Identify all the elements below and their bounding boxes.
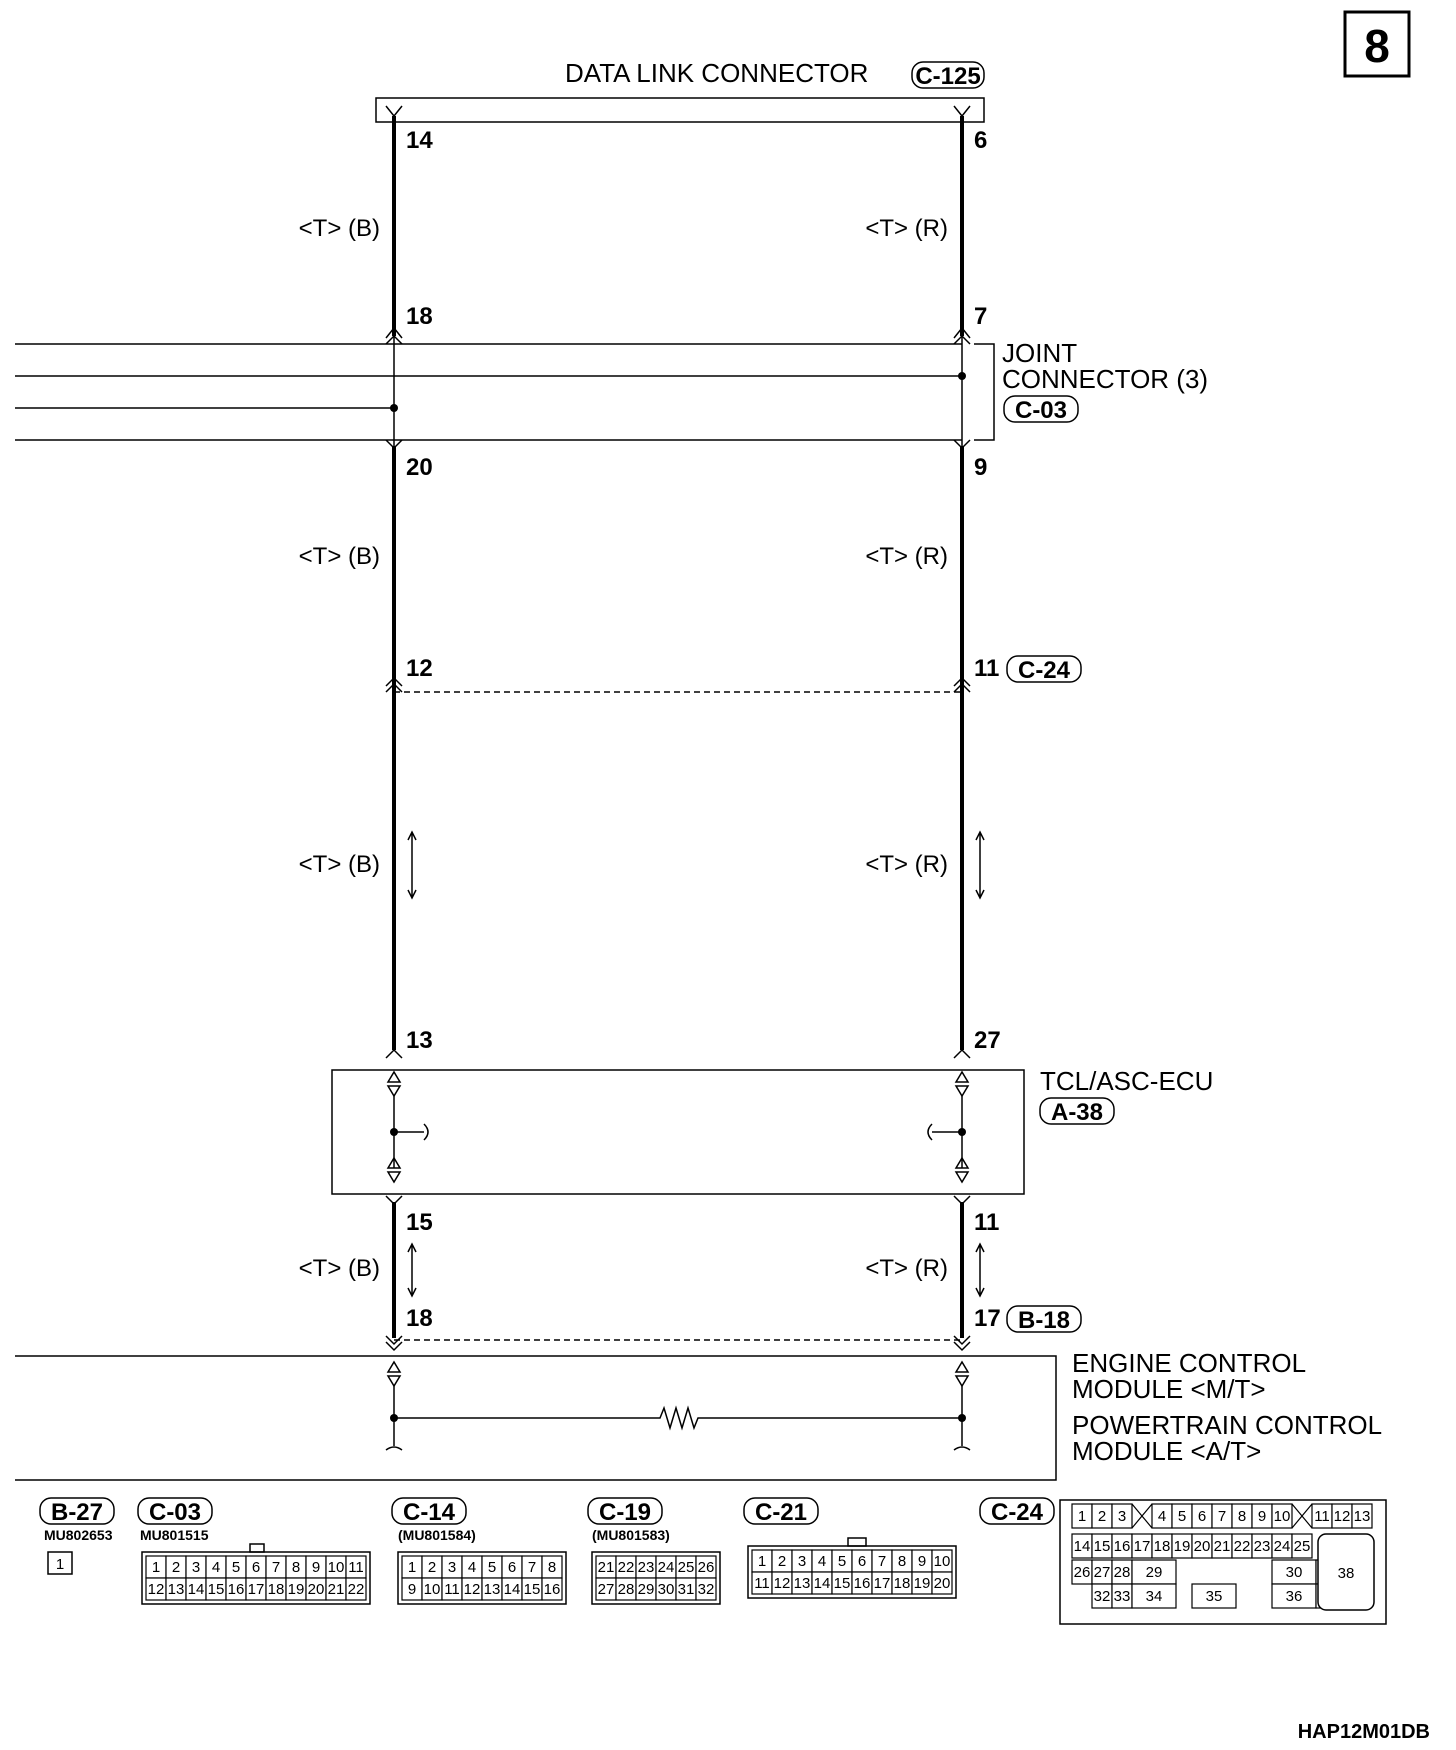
c14-pin: 4 (467, 1559, 477, 1576)
c14-part: (MU801584) (398, 1527, 476, 1543)
pin-left-18-joint: 18 (406, 303, 433, 330)
c03-pin: 15 (207, 1581, 225, 1598)
wire-label-right-3: <T> (R) (865, 851, 948, 878)
c24-pin: 25 (1293, 1538, 1311, 1555)
c03-face (142, 1552, 370, 1604)
dlc-label: DATA LINK CONNECTOR (565, 58, 869, 88)
wire-label-right-2: <T> (R) (865, 543, 948, 570)
ecm-label-3: POWERTRAIN CONTROL (1072, 1410, 1383, 1440)
dlc-id: C-125 (915, 63, 981, 90)
c19-face (592, 1552, 720, 1604)
c21-pin: 13 (793, 1575, 811, 1592)
c21-pin: 7 (877, 1553, 887, 1570)
c14-pin: 1 (407, 1559, 417, 1576)
c24-pin: 34 (1145, 1588, 1163, 1605)
c21-pin: 16 (853, 1575, 871, 1592)
ecm-node-left (390, 1414, 398, 1422)
c19-pin: 32 (697, 1581, 715, 1598)
c21-key (848, 1538, 866, 1546)
wire-label-right-1: <T> (R) (865, 215, 948, 242)
c03-part: MU801515 (140, 1527, 209, 1543)
c19-pin: 25 (677, 1559, 695, 1576)
c24-pin: 21 (1213, 1538, 1231, 1555)
c03-pin: 9 (311, 1559, 321, 1576)
joint-label-1: JOINT (1002, 338, 1078, 368)
c21-pin: 6 (857, 1553, 867, 1570)
bidirectional-arrow-icons (408, 832, 984, 1296)
c24-blank-cell (1132, 1504, 1152, 1528)
c24-pin: 3 (1117, 1508, 1127, 1525)
c14-pin: 8 (547, 1559, 557, 1576)
c19-pin: 28 (617, 1581, 635, 1598)
c03-pin: 2 (171, 1559, 181, 1576)
c21-pin: 12 (773, 1575, 791, 1592)
c03-pin: 4 (211, 1559, 221, 1576)
joint-connector-lines (15, 336, 994, 446)
c21-pin: 8 (897, 1553, 907, 1570)
c14-pin: 6 (507, 1559, 517, 1576)
tcl-asc-ecu-label: TCL/ASC-ECU (1040, 1066, 1214, 1096)
tcl-node-left (390, 1128, 398, 1136)
c24-pin: 2 (1097, 1508, 1107, 1525)
c19-pin: 21 (597, 1559, 615, 1576)
c19-id: C-19 (598, 1499, 652, 1526)
c03-pin: 20 (307, 1581, 325, 1598)
c24-pin: 18 (1153, 1538, 1171, 1555)
c24-pin: 17 (1133, 1538, 1151, 1555)
c21-face (748, 1546, 956, 1598)
c03-pin: 7 (271, 1559, 281, 1576)
c24-pin: 35 (1205, 1588, 1223, 1605)
c24-pin: 8 (1237, 1508, 1247, 1525)
pin-right-11-c24: 11 (974, 655, 1000, 682)
c24-pin: 19 (1173, 1538, 1191, 1555)
c24-pin: 5 (1177, 1508, 1187, 1525)
pin-left-18-ecm: 18 (406, 1305, 433, 1332)
c21-pin: 14 (813, 1575, 831, 1592)
b18-inline-id: B-18 (1017, 1307, 1071, 1334)
c14-pin: 2 (427, 1559, 437, 1576)
c24-pin: 16 (1113, 1538, 1131, 1555)
c24-big-pin: 38 (1337, 1565, 1355, 1582)
c21-pin: 11 (754, 1575, 770, 1592)
c21-pin: 4 (817, 1553, 827, 1570)
ecm-label-4: MODULE <A/T> (1072, 1436, 1262, 1466)
ecm-internal-circuit (386, 1362, 970, 1450)
joint-id: C-03 (1014, 397, 1068, 424)
c14-pin: 15 (523, 1581, 541, 1598)
c19-part: (MU801583) (592, 1527, 670, 1543)
c24-pin: 26 (1073, 1564, 1091, 1581)
pin-right-27: 27 (974, 1027, 1001, 1054)
c03-pin: 3 (191, 1559, 201, 1576)
c19-pin: 24 (657, 1559, 675, 1576)
c03-pin: 10 (327, 1559, 345, 1576)
pin-left-13: 13 (406, 1027, 433, 1054)
c21-pin: 9 (917, 1553, 927, 1570)
wire-label-left-4: <T> (B) (298, 1255, 380, 1282)
c24-pin: 28 (1113, 1564, 1131, 1581)
c21-pin: 15 (833, 1575, 851, 1592)
c24-pin: 13 (1353, 1508, 1371, 1525)
footer-code: HAP12M01DB (1297, 1721, 1430, 1743)
c03-pin: 16 (227, 1581, 245, 1598)
wire-label-left-3: <T> (B) (298, 851, 380, 878)
c03-pin: 6 (251, 1559, 261, 1576)
b27-id: B-27 (50, 1499, 104, 1526)
c14-pin: 14 (503, 1581, 521, 1598)
c24-pin: 20 (1193, 1538, 1211, 1555)
c24-pin: 7 (1217, 1508, 1227, 1525)
c19-pin: 23 (637, 1559, 655, 1576)
c24-pin: 24 (1273, 1538, 1291, 1555)
c03-pin: 19 (287, 1581, 305, 1598)
tcl-asc-ecu-box (332, 1070, 1024, 1194)
ecm-label-2: MODULE <M/T> (1072, 1374, 1266, 1404)
c24-pin: 32 (1093, 1588, 1111, 1605)
page-number: 8 (1364, 20, 1390, 72)
c21-pin: 1 (757, 1553, 767, 1570)
c03-pin: 18 (267, 1581, 285, 1598)
b27-part: MU802653 (44, 1527, 113, 1543)
tcl-id: A-38 (1050, 1099, 1104, 1126)
c14-pin: 11 (444, 1581, 460, 1598)
c03-pin: 11 (348, 1559, 364, 1576)
c19-pin: 22 (617, 1559, 635, 1576)
c21-pin: 2 (777, 1553, 787, 1570)
pin-right-9: 9 (974, 454, 988, 481)
c24-pin: 1 (1077, 1508, 1087, 1525)
c24-inline-id: C-24 (1017, 657, 1071, 684)
pin-left-15: 15 (406, 1209, 433, 1236)
c24-pin: 12 (1333, 1508, 1351, 1525)
c24-pin: 29 (1145, 1564, 1163, 1581)
c24-pin: 14 (1073, 1538, 1091, 1555)
c24-pin: 15 (1093, 1538, 1111, 1555)
c19-pin: 27 (597, 1581, 615, 1598)
joint-label-2: CONNECTOR (3) (1002, 364, 1209, 394)
c24-pin: 22 (1233, 1538, 1251, 1555)
c03-pin: 17 (247, 1581, 265, 1598)
wire-label-left-2: <T> (B) (298, 543, 380, 570)
c03-pin: 12 (147, 1581, 165, 1598)
c21-pin: 10 (933, 1553, 951, 1570)
c19-pin: 29 (637, 1581, 655, 1598)
c24-id: C-24 (990, 1499, 1044, 1526)
c24-pin: 23 (1253, 1538, 1271, 1555)
c21-id: C-21 (754, 1499, 808, 1526)
c14-pin: 9 (407, 1581, 417, 1598)
c21-pin: 5 (837, 1553, 847, 1570)
c19-pin: 31 (677, 1581, 695, 1598)
c03-pin: 8 (291, 1559, 301, 1576)
c24-pin: 4 (1157, 1508, 1167, 1525)
c24-pin: 10 (1273, 1508, 1291, 1525)
c24-pin: 27 (1093, 1564, 1111, 1581)
ecm-node-right (958, 1414, 966, 1422)
c21-pin: 20 (933, 1575, 951, 1592)
c03-pin: 13 (167, 1581, 185, 1598)
c14-pin: 3 (447, 1559, 457, 1576)
c14-pin: 7 (527, 1559, 537, 1576)
pin-left-20: 20 (406, 454, 433, 481)
c21-pin: 17 (873, 1575, 891, 1592)
pin-right-11-tcl: 11 (974, 1209, 1000, 1236)
c21-pin: 3 (797, 1553, 807, 1570)
c24-pin: 11 (1314, 1508, 1330, 1525)
joint-splice-left (390, 404, 398, 412)
c19-pin: 26 (697, 1559, 715, 1576)
pin-left-14: 14 (406, 127, 433, 154)
c24-pin: 36 (1285, 1588, 1303, 1605)
joint-splice-right (958, 372, 966, 380)
b27-pin: 1 (55, 1556, 65, 1573)
c21-pin: 18 (893, 1575, 911, 1592)
c24-blank-cell (1292, 1504, 1312, 1528)
c14-face (398, 1552, 566, 1604)
wire-label-right-4: <T> (R) (865, 1255, 948, 1282)
c24-pin: 30 (1285, 1564, 1303, 1581)
wire-label-left-1: <T> (B) (298, 215, 380, 242)
c03-pin: 21 (327, 1581, 345, 1598)
ecm-label-1: ENGINE CONTROL (1072, 1348, 1307, 1378)
pin-right-7: 7 (974, 303, 988, 330)
tcl-internal-circuit (388, 1072, 968, 1182)
c14-pin: 16 (543, 1581, 561, 1598)
c24-pin: 6 (1197, 1508, 1207, 1525)
tcl-node-right (958, 1128, 966, 1136)
c19-pin: 30 (657, 1581, 675, 1598)
c14-pin: 10 (423, 1581, 441, 1598)
pin-right-6: 6 (974, 127, 988, 154)
c03-pin: 1 (151, 1559, 161, 1576)
pin-right-17: 17 (974, 1305, 1001, 1332)
c03-key (250, 1544, 264, 1552)
c24-face (1060, 1500, 1386, 1624)
c03-pin: 22 (347, 1581, 365, 1598)
c24-pin: 9 (1257, 1508, 1267, 1525)
c03-pin: 5 (231, 1559, 241, 1576)
c14-id: C-14 (402, 1499, 456, 1526)
c03-pin: 14 (187, 1581, 205, 1598)
pin-left-12: 12 (406, 655, 433, 682)
c03-id: C-03 (148, 1499, 202, 1526)
c14-pin: 13 (483, 1581, 501, 1598)
c24-pin: 33 (1113, 1588, 1131, 1605)
connector-marks (386, 106, 970, 1350)
c14-pin: 12 (463, 1581, 481, 1598)
c14-pin: 5 (487, 1559, 497, 1576)
dlc-connector-body (376, 98, 984, 122)
c21-pin: 19 (913, 1575, 931, 1592)
